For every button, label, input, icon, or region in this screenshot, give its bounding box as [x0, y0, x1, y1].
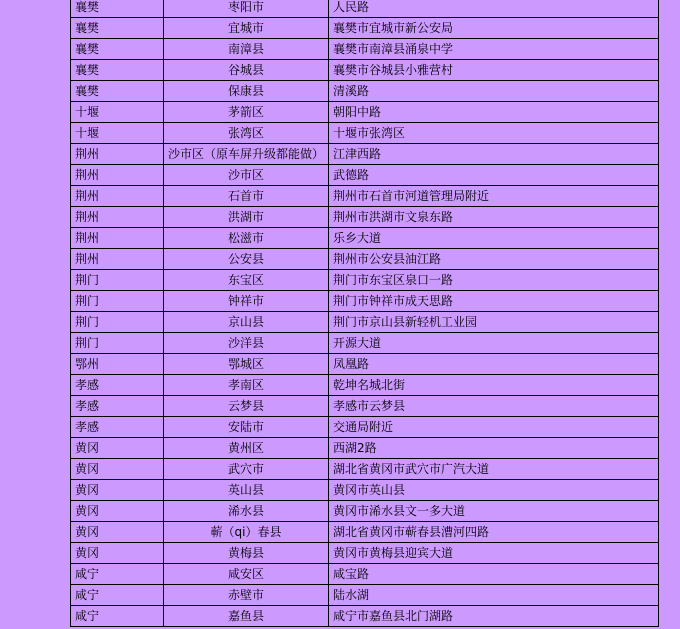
- district-cell: 安陆市: [164, 417, 329, 438]
- address-cell: 湖北省黄冈市武穴市广汽大道: [329, 459, 659, 480]
- district-cell: 宜城市: [164, 18, 329, 39]
- district-cell: 沙市区（原车屏升级都能做）: [164, 144, 329, 165]
- table-row: [71, 501, 659, 522]
- address-cell: 乐乡大道: [329, 228, 659, 249]
- city-cell: 咸宁: [71, 564, 164, 585]
- city-cell: 黄冈: [71, 501, 164, 522]
- address-cell: 咸宝路: [329, 564, 659, 585]
- table-row: [71, 228, 659, 249]
- district-cell: 南漳县: [164, 39, 329, 60]
- address-cell: 陆水湖: [329, 585, 659, 606]
- table-row: [71, 186, 659, 207]
- district-cell: 东宝区: [164, 270, 329, 291]
- district-cell: 武穴市: [164, 459, 329, 480]
- city-cell: 十堰: [71, 123, 164, 144]
- address-cell: 荆门市东宝区泉口一路: [329, 270, 659, 291]
- table-row: [71, 585, 659, 606]
- district-cell: 张湾区: [164, 123, 329, 144]
- district-cell: 鄂城区: [164, 354, 329, 375]
- table-row: [71, 123, 659, 144]
- city-cell: 孝感: [71, 375, 164, 396]
- address-cell: 朝阳中路: [329, 102, 659, 123]
- address-cell: 荆门市京山县新轻机工业园: [329, 312, 659, 333]
- table-row: [71, 60, 659, 81]
- table-row: [71, 564, 659, 585]
- city-cell: 荆门: [71, 291, 164, 312]
- city-cell: 荆门: [71, 312, 164, 333]
- city-cell: 荆门: [71, 333, 164, 354]
- table-row: [71, 0, 659, 18]
- district-cell: 嘉鱼县: [164, 606, 329, 627]
- district-cell: 保康县: [164, 81, 329, 102]
- district-cell: 浠水县: [164, 501, 329, 522]
- table-row: [71, 270, 659, 291]
- address-cell: 黄冈市英山县: [329, 480, 659, 501]
- table-row: [71, 312, 659, 333]
- address-table: [70, 0, 659, 627]
- address-cell: 荆州市石首市河道管理局附近: [329, 186, 659, 207]
- table-row: [71, 375, 659, 396]
- district-cell: 黄梅县: [164, 543, 329, 564]
- table-row: [71, 333, 659, 354]
- address-cell: 清溪路: [329, 81, 659, 102]
- city-cell: 襄樊: [71, 18, 164, 39]
- district-cell: 赤壁市: [164, 585, 329, 606]
- table-row: [71, 249, 659, 270]
- table-row: [71, 144, 659, 165]
- district-cell: 沙洋县: [164, 333, 329, 354]
- city-cell: 孝感: [71, 417, 164, 438]
- address-cell: 襄樊市宜城市新公安局: [329, 18, 659, 39]
- table-row: [71, 165, 659, 186]
- district-cell: 沙市区: [164, 165, 329, 186]
- address-cell: 湖北省黄冈市蕲春县漕河四路: [329, 522, 659, 543]
- table-row: [71, 438, 659, 459]
- table-row: [71, 354, 659, 375]
- address-cell: 武德路: [329, 165, 659, 186]
- city-cell: 襄樊: [71, 81, 164, 102]
- district-cell: 松滋市: [164, 228, 329, 249]
- table-row: [71, 396, 659, 417]
- city-cell: 荆州: [71, 165, 164, 186]
- address-cell: 黄冈市浠水县文一多大道: [329, 501, 659, 522]
- address-cell: 交通局附近: [329, 417, 659, 438]
- city-cell: 襄樊: [71, 39, 164, 60]
- district-cell: 蕲（qi）春县: [164, 522, 329, 543]
- city-cell: 鄂州: [71, 354, 164, 375]
- district-cell: 谷城县: [164, 60, 329, 81]
- city-cell: 黄冈: [71, 543, 164, 564]
- address-cell: 咸宁市嘉鱼县北门湖路: [329, 606, 659, 627]
- district-cell: 洪湖市: [164, 207, 329, 228]
- address-cell: 荆门市钟祥市成天思路: [329, 291, 659, 312]
- district-cell: 黄州区: [164, 438, 329, 459]
- table-row: [71, 543, 659, 564]
- city-cell: 黄冈: [71, 522, 164, 543]
- district-cell: 石首市: [164, 186, 329, 207]
- address-cell: 荆州市公安县油江路: [329, 249, 659, 270]
- city-cell: 黄冈: [71, 438, 164, 459]
- city-cell: 十堰: [71, 102, 164, 123]
- district-cell: 咸安区: [164, 564, 329, 585]
- city-cell: 荆门: [71, 270, 164, 291]
- address-cell: 孝感市云梦县: [329, 396, 659, 417]
- table-row: [71, 207, 659, 228]
- district-cell: 枣阳市: [164, 0, 329, 18]
- city-cell: 黄冈: [71, 480, 164, 501]
- table-row: [71, 102, 659, 123]
- city-cell: 孝感: [71, 396, 164, 417]
- address-cell: 江津西路: [329, 144, 659, 165]
- table-row: [71, 39, 659, 60]
- table-row: [71, 291, 659, 312]
- city-cell: 荆州: [71, 207, 164, 228]
- table-row: [71, 81, 659, 102]
- address-cell: 乾坤名城北街: [329, 375, 659, 396]
- address-cell: 开源大道: [329, 333, 659, 354]
- address-cell: 襄樊市南漳县涌泉中学: [329, 39, 659, 60]
- address-cell: 黄冈市黄梅县迎宾大道: [329, 543, 659, 564]
- address-table-body: [71, 0, 659, 627]
- city-cell: 黄冈: [71, 459, 164, 480]
- table-row: [71, 522, 659, 543]
- table-row: [71, 480, 659, 501]
- district-cell: 茅箭区: [164, 102, 329, 123]
- address-cell: 十堰市张湾区: [329, 123, 659, 144]
- table-row: [71, 18, 659, 39]
- address-cell: 凤凰路: [329, 354, 659, 375]
- city-cell: 襄樊: [71, 60, 164, 81]
- district-cell: 孝南区: [164, 375, 329, 396]
- district-cell: 云梦县: [164, 396, 329, 417]
- district-cell: 钟祥市: [164, 291, 329, 312]
- city-cell: 荆州: [71, 228, 164, 249]
- table-row: [71, 606, 659, 627]
- address-cell: 荆州市洪湖市文泉东路: [329, 207, 659, 228]
- city-cell: 荆州: [71, 249, 164, 270]
- district-cell: 公安县: [164, 249, 329, 270]
- city-cell: 咸宁: [71, 606, 164, 627]
- address-cell: 襄樊市谷城县小雅营村: [329, 60, 659, 81]
- city-cell: 荆州: [71, 144, 164, 165]
- district-cell: 京山县: [164, 312, 329, 333]
- address-cell: 西湖2路: [329, 438, 659, 459]
- city-cell: 襄樊: [71, 0, 164, 18]
- district-cell: 英山县: [164, 480, 329, 501]
- table-row: [71, 459, 659, 480]
- address-cell: 人民路: [329, 0, 659, 18]
- city-cell: 咸宁: [71, 585, 164, 606]
- city-cell: 荆州: [71, 186, 164, 207]
- table-row: [71, 417, 659, 438]
